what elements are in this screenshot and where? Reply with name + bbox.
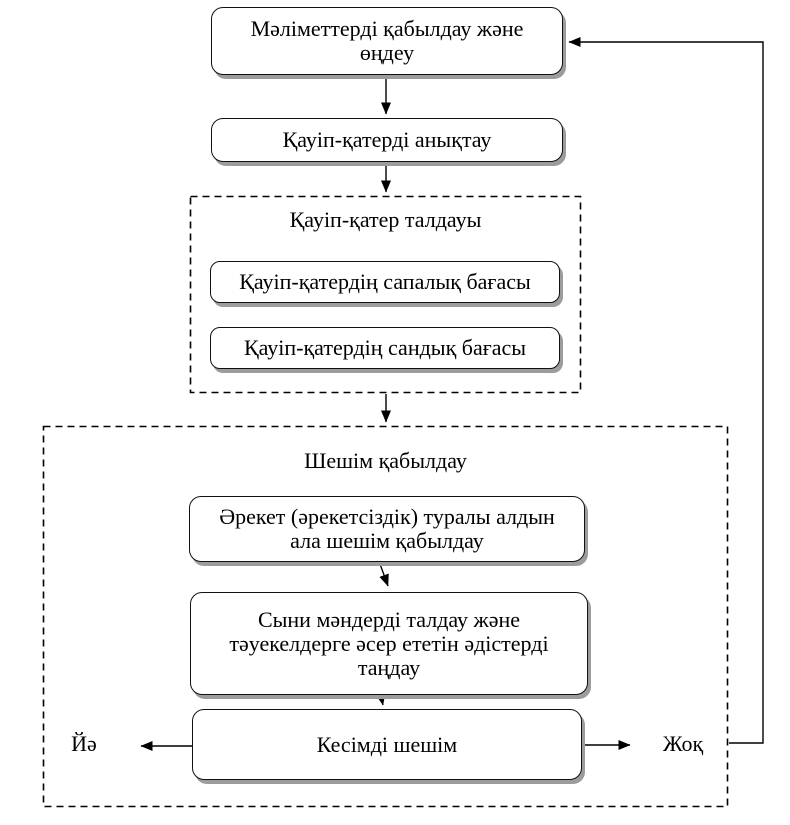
decision-group-title: Шешім қабылдау bbox=[304, 448, 467, 473]
node-label: Кесімді шешім bbox=[316, 731, 458, 757]
node-receive-and-process-data bbox=[211, 7, 563, 75]
branch-label-no: Жоқ bbox=[662, 731, 704, 756]
node-label-line: Сыни мәндерді талдау және bbox=[257, 606, 521, 632]
node-label-line: Мәліметтерді қабылдау және bbox=[250, 16, 524, 41]
node-label: Қауіп-қатерді анықтау bbox=[282, 127, 492, 152]
node-label-line: тәуекелдерге әсер ететін әдістерді bbox=[229, 630, 549, 656]
node-preliminary-decision bbox=[189, 496, 585, 562]
arrow-preliminary-to-critical bbox=[380, 564, 388, 586]
node-qualitative-assessment bbox=[210, 261, 560, 303]
node-quantitative-assessment bbox=[210, 327, 560, 369]
branch-label-yes: Йә bbox=[71, 731, 97, 756]
node-label-line: Әрекет (әрекетсіздік) туралы алдын bbox=[219, 504, 555, 529]
node-analyze-critical-values bbox=[190, 592, 588, 695]
node-label-line: таңдау bbox=[357, 654, 421, 680]
node-final-decision bbox=[192, 709, 582, 780]
node-label: Қауіп-қатердің сапалық бағасы bbox=[239, 269, 531, 294]
node-label-line: өңдеу bbox=[359, 40, 415, 65]
analysis-group-title: Қауіп-қатер талдауы bbox=[289, 207, 482, 232]
feedback-loop-arrow-no-to-receive bbox=[569, 42, 763, 743]
node-identify-risk bbox=[211, 118, 563, 162]
node-label: Қауіп-қатердің сандық бағасы bbox=[243, 335, 527, 360]
arrow-critical-to-final bbox=[381, 696, 383, 705]
node-label-line: ала шешім қабылдау bbox=[290, 528, 484, 553]
